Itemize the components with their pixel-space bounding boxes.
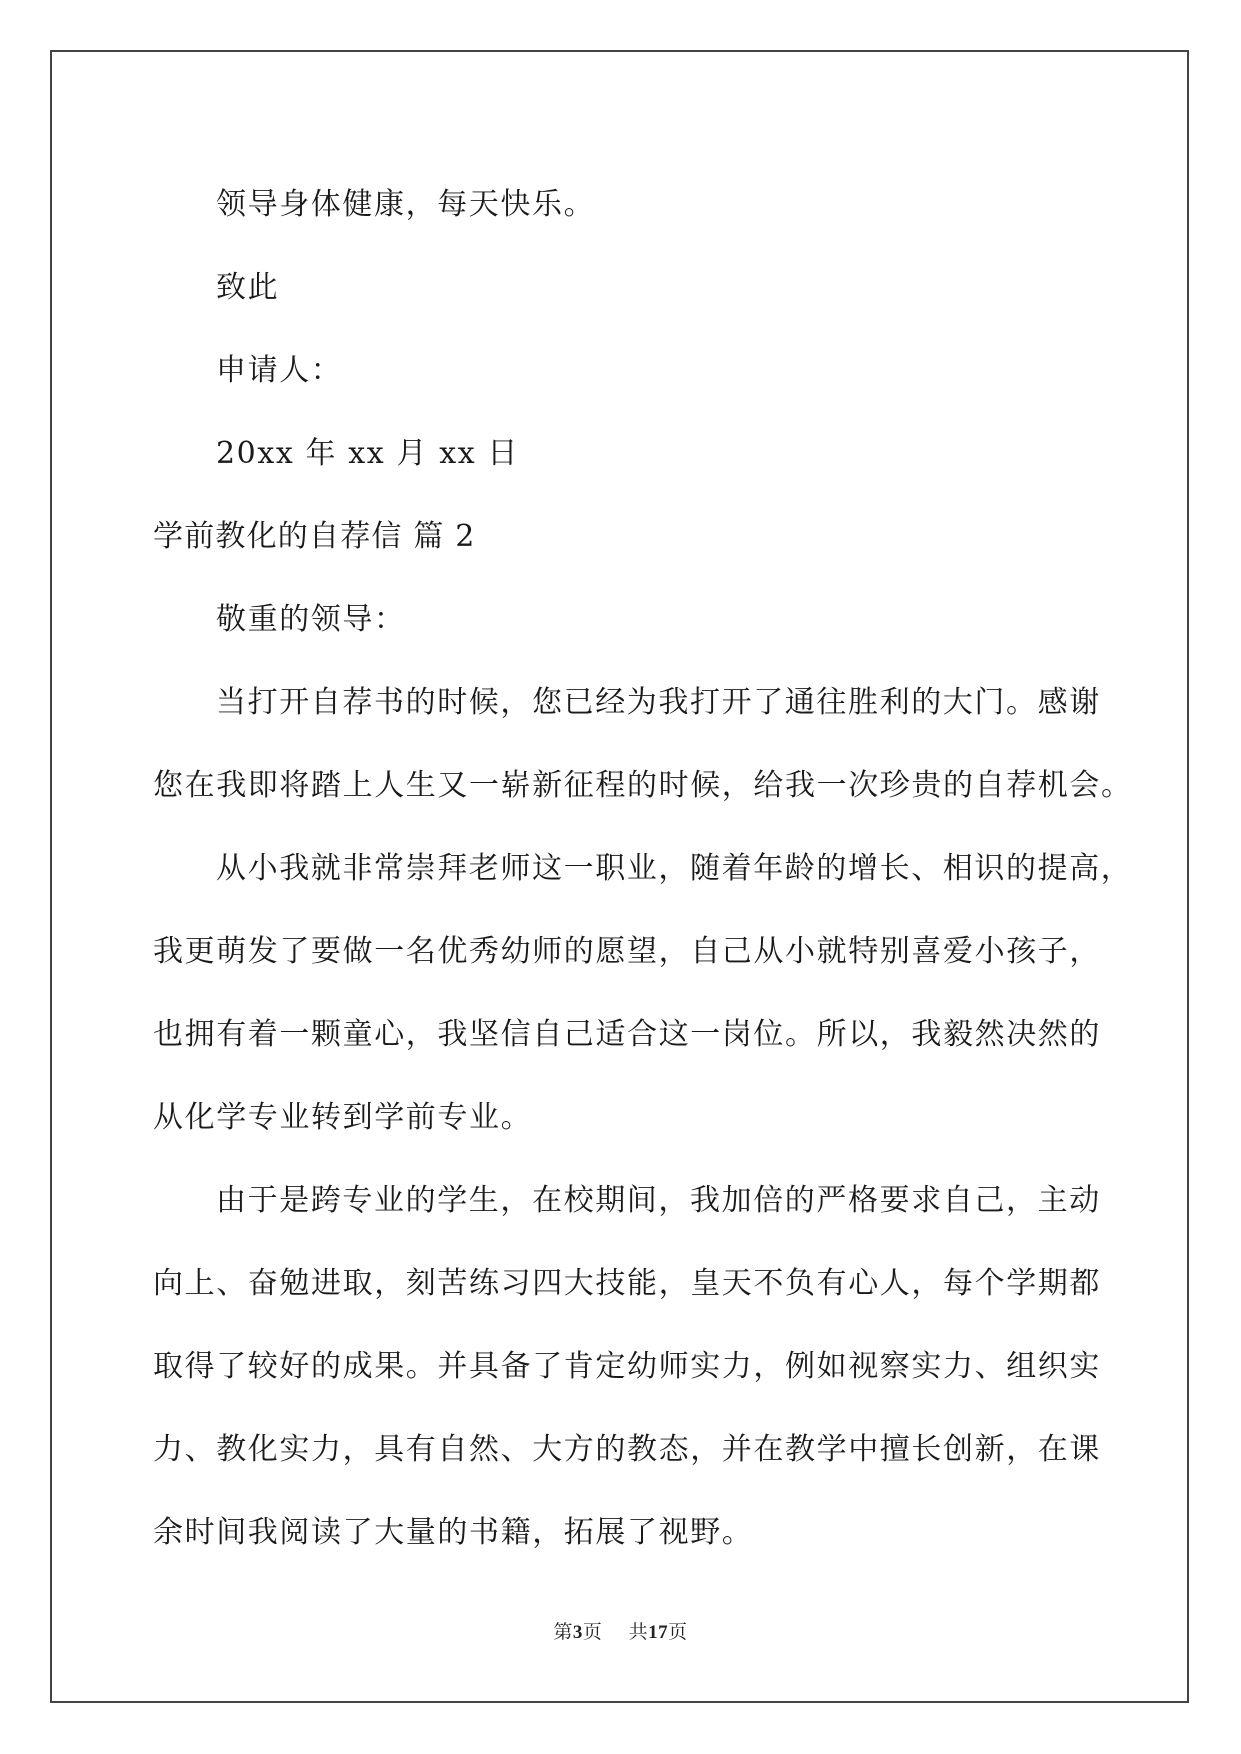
- paragraph-line: 我更萌发了要做一名优秀幼师的愿望，自己从小就特别喜爱小孩子，: [153, 934, 1101, 969]
- applicant-signature: 申请人：: [216, 353, 343, 388]
- page-suffix: 页: [582, 1621, 603, 1643]
- salutation-closing: 致此: [216, 270, 280, 305]
- closing-wish-line: 领导身体健康，每天快乐。: [216, 187, 596, 222]
- paragraph-line: 您在我即将踏上人生又一崭新征程的时候，给我一次珍贵的自荐机会。: [153, 768, 1133, 803]
- total-suffix: 页: [668, 1621, 688, 1643]
- paragraph-line: 余时间我阅读了大量的书籍，拓展了视野。: [153, 1515, 754, 1550]
- document-body: [153, 163, 1133, 1574]
- paragraph-line: 向上、奋勉进取，刻苦练习四大技能，皇天不负有心人，每个学期都: [153, 1266, 1101, 1301]
- paragraph-line: 也拥有着一颗童心，我坚信自己适合这一岗位。所以，我毅然决然的: [153, 1017, 1101, 1052]
- paragraph-line: 从小我就非常崇拜老师这一职业，随着年龄的增长、相识的提高，: [216, 851, 1133, 886]
- paragraph-line: 力、教化实力，具有自然、大方的教态，并在教学中擅长创新，在课: [153, 1432, 1101, 1467]
- total-pages: 17: [648, 1622, 669, 1643]
- greeting-line: 敬重的领导：: [216, 602, 406, 637]
- page-prefix: 第: [553, 1621, 573, 1643]
- page-number: 3: [572, 1622, 583, 1643]
- paragraph-line: 从化学专业转到学前专业。: [153, 1100, 533, 1135]
- date-line: 20xx 年 xx 月 xx 日: [216, 436, 519, 471]
- paragraph-line: 当打开自荐书的时候，您已经为我打开了通往胜利的大门。感谢: [216, 685, 1101, 720]
- section-heading: 学前教化的自荐信 篇 2: [153, 519, 476, 554]
- paragraph-line: 取得了较好的成果。并具备了肯定幼师实力，例如视察实力、组织实: [153, 1349, 1101, 1384]
- paragraph-line: 由于是跨专业的学生，在校期间，我加倍的严格要求自己，主动: [216, 1183, 1101, 1218]
- page-footer: [0, 1617, 1241, 1644]
- total-prefix: 共: [628, 1621, 649, 1643]
